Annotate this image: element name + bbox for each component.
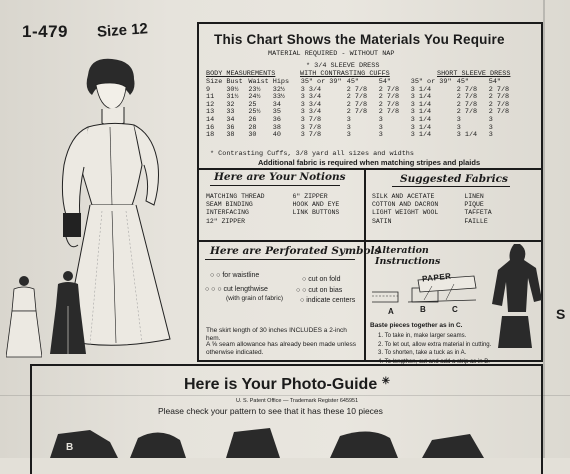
table-cell: 3 3/4 bbox=[300, 85, 322, 94]
table-cell: 3 3/4 bbox=[300, 93, 322, 102]
seam-allowance-note: A ⅝ seam allowance has already been made unless otherwise indicated. bbox=[206, 341, 356, 356]
perforation-dots-icon: ○ ○ bbox=[210, 272, 221, 279]
table-cell: 9 bbox=[206, 85, 211, 94]
pattern-piece bbox=[226, 428, 280, 458]
patent-notice: U. S. Patent Office — Trademark Register 645951 bbox=[236, 398, 359, 404]
table-cell: 3 3/4 bbox=[300, 100, 322, 109]
col-35-39-a: 35" or 39" bbox=[300, 78, 342, 86]
table-cell: 3 1/4 bbox=[410, 123, 432, 132]
table-cell: 14 bbox=[206, 115, 215, 124]
chart-divider bbox=[197, 168, 543, 170]
table-cell: 2 7/8 bbox=[488, 108, 510, 117]
table-cell: 18 bbox=[206, 131, 215, 140]
pattern-number: 1-479 bbox=[22, 22, 68, 41]
table-cell: 25½ bbox=[248, 108, 261, 117]
view-thumbnail-back bbox=[6, 275, 42, 359]
symbol-lengthwise: ○ ○ ○ cut lengthwise bbox=[205, 286, 268, 293]
table-cell: 3 1/4 bbox=[410, 100, 432, 109]
photo-guide-title: Here is Your Photo-Guide ✳ bbox=[184, 376, 391, 393]
dress-form-diagram bbox=[488, 242, 544, 352]
symbols-underline bbox=[205, 259, 355, 260]
table-cell: 3 7/8 bbox=[300, 131, 322, 140]
perforation-dots-icon: ○ ○ bbox=[296, 287, 307, 294]
alteration-step: 4. To lengthen, cut and add a strip as in B. bbox=[378, 358, 490, 365]
diagram-label-a: A bbox=[388, 307, 394, 316]
table-cell: 11 bbox=[206, 93, 215, 102]
fabric-item: PIQUE bbox=[464, 201, 484, 209]
skirt-length-note: The skirt length of 30 inches INCLUDES a 2-inch hem. bbox=[206, 327, 347, 342]
col-bust: Bust bbox=[226, 78, 243, 86]
table-cell: 32 bbox=[226, 100, 235, 109]
fabric-item: COTTON AND DACRON bbox=[372, 201, 439, 209]
table-cell: 40 bbox=[272, 131, 281, 140]
diagram-label-c: C bbox=[452, 305, 458, 314]
fabric-item: LINEN bbox=[464, 193, 484, 200]
chart-title: This Chart Shows the Materials You Require bbox=[214, 32, 505, 47]
symbol-centers: ○ indicate centers bbox=[300, 297, 356, 304]
notion-item: LINK BUTTONS bbox=[292, 209, 340, 217]
table-cell: 13 bbox=[206, 108, 215, 117]
body-measurements-heading: BODY MEASUREMENTS bbox=[206, 70, 276, 78]
table-cell: 3 bbox=[346, 131, 351, 140]
col-54-a: 54" bbox=[378, 78, 391, 86]
symbol-waistline: ○ ○ for waistline bbox=[210, 272, 260, 279]
fabrics-title: Suggested Fabrics bbox=[400, 173, 508, 185]
table-cell: 30½ bbox=[226, 85, 239, 94]
table-cell: 36 bbox=[272, 115, 281, 124]
sparkle-icon: ✳ bbox=[381, 376, 391, 387]
table-cell: 3 bbox=[488, 115, 493, 124]
perforation-dots-icon: ○ ○ ○ bbox=[205, 286, 222, 293]
side-letter: S bbox=[556, 306, 566, 322]
notions-underline bbox=[210, 185, 340, 186]
table-cell: 38 bbox=[226, 131, 235, 140]
notions-title: Here are Your Notions bbox=[214, 171, 346, 183]
table-cell: 25 bbox=[248, 100, 257, 109]
table-cell: 2 7/8 bbox=[378, 100, 400, 109]
fabric-item: FAILLE bbox=[464, 217, 488, 225]
perforation-dot-icon: ○ bbox=[302, 276, 307, 283]
contrasting-cuffs-heading: WITH CONTRASTING CUFFS bbox=[300, 70, 390, 78]
notion-item: SEAM BINDING bbox=[206, 201, 253, 209]
matching-note: Additional fabric is required when matching stripes and plaids bbox=[258, 158, 481, 167]
table-cell: 2 7/8 bbox=[378, 85, 400, 94]
notion-item: HOOK AND EYE bbox=[292, 201, 340, 209]
table-cell: 31½ bbox=[226, 93, 239, 102]
fabric-item: LIGHT WEIGHT WOOL bbox=[372, 209, 439, 217]
table-cell: 2 7/8 bbox=[456, 93, 478, 102]
pattern-pieces-strip bbox=[30, 420, 543, 458]
pattern-piece bbox=[330, 431, 398, 458]
notion-item: 6" ZIPPER bbox=[292, 193, 328, 200]
table-cell: 2 7/8 bbox=[456, 85, 478, 94]
pattern-piece bbox=[130, 432, 186, 458]
table-cell: 2 7/8 bbox=[488, 85, 510, 94]
perforation-dot-icon: ○ bbox=[300, 297, 305, 304]
table-cell: 34 bbox=[226, 115, 235, 124]
table-cell: 23½ bbox=[248, 85, 261, 94]
table-row bbox=[204, 132, 513, 140]
table-cell: 3 1/4 bbox=[456, 131, 478, 140]
symbols-alteration-divider bbox=[364, 240, 366, 362]
baste-note: Baste pieces together as in C. bbox=[370, 322, 463, 329]
piece-check-text: Please check your pattern to see that it has these 10 pieces bbox=[158, 406, 383, 416]
table-cell: 26 bbox=[248, 115, 257, 124]
table-cell: 16 bbox=[206, 123, 215, 132]
fabric-item: SATIN bbox=[372, 217, 392, 225]
chart-subtitle: MATERIAL REQUIRED - WITHOUT NAP bbox=[268, 50, 395, 58]
table-cell: 33½ bbox=[272, 93, 285, 102]
table-cell: 3 bbox=[456, 115, 461, 124]
col-size: Size bbox=[206, 78, 223, 86]
table-cell: 28 bbox=[248, 123, 257, 132]
col-hips: Hips bbox=[272, 78, 290, 86]
table-cell: 35 bbox=[272, 108, 281, 117]
table-cell: 30 bbox=[248, 131, 257, 140]
notions-list bbox=[206, 193, 343, 226]
fabric-item: SILK AND ACETATE bbox=[372, 193, 435, 200]
diagram-label-b: B bbox=[420, 305, 426, 314]
table-cell: 3 bbox=[456, 123, 461, 132]
table-cell: 33 bbox=[226, 108, 235, 117]
table-cell: 3 bbox=[378, 131, 383, 140]
fabric-item: TAFFETA bbox=[464, 209, 492, 217]
alteration-title: Alteration Instructions bbox=[375, 245, 441, 267]
notions-fabrics-divider bbox=[364, 168, 366, 240]
table-cell: 36 bbox=[226, 123, 235, 132]
table-cell: 3 bbox=[378, 123, 383, 132]
table-cell: 34 bbox=[272, 100, 281, 109]
table-cell: 3 bbox=[378, 115, 383, 124]
table-cell: 3 bbox=[488, 123, 493, 132]
short-sleeve-heading: SHORT SLEEVE DRESS bbox=[437, 70, 511, 78]
cuffs-footnote: * Contrasting Cuffs, 3/8 yard all sizes and widths bbox=[210, 150, 414, 158]
symbol-grain: (with grain of fabric) bbox=[226, 295, 284, 302]
alteration-diagram bbox=[368, 262, 488, 324]
symbol-fold: ○ cut on fold bbox=[302, 276, 341, 283]
size-label: Size 12 bbox=[96, 20, 149, 41]
table-cell: 2 7/8 bbox=[456, 100, 478, 109]
pattern-piece bbox=[50, 430, 118, 458]
col-35-39-b: 35" or 39" bbox=[410, 78, 452, 86]
table-cell: 3 1/4 bbox=[410, 108, 432, 117]
notion-item: INTERFACING bbox=[206, 209, 249, 217]
table-cell: 2 7/8 bbox=[346, 85, 368, 94]
piece-label-b: B bbox=[66, 442, 74, 453]
alteration-step: 2. To let out, allow extra material in cutting. bbox=[378, 341, 492, 348]
table-cell: 32½ bbox=[272, 85, 285, 94]
table-cell: 3 1/4 bbox=[410, 115, 432, 124]
measurement-table bbox=[204, 79, 513, 140]
table-cell: 3 7/8 bbox=[300, 123, 322, 132]
col-45-b: 45" bbox=[456, 78, 469, 86]
table-cell: 2 7/8 bbox=[378, 108, 400, 117]
alteration-steps bbox=[378, 332, 491, 366]
table-cell: 2 7/8 bbox=[346, 100, 368, 109]
table-cell: 3 bbox=[488, 131, 493, 140]
fabrics-underline bbox=[392, 186, 510, 187]
table-cell: 3 bbox=[346, 115, 351, 124]
col-45-a: 45" bbox=[346, 78, 359, 86]
table-cell: 2 7/8 bbox=[488, 93, 510, 102]
table-cell: 38 bbox=[272, 123, 281, 132]
table-cell: 3 7/8 bbox=[300, 115, 322, 124]
notion-item: MATCHING THREAD bbox=[206, 193, 265, 200]
col-54-b: 54" bbox=[488, 78, 501, 86]
table-cell: 3 1/4 bbox=[410, 131, 432, 140]
table-cell: 3 3/4 bbox=[300, 108, 322, 117]
symbols-title: Here are Perforated Symbols bbox=[210, 245, 381, 257]
table-cell: 2 7/8 bbox=[378, 93, 400, 102]
table-cell: 24½ bbox=[248, 93, 261, 102]
table-cell: 2 7/8 bbox=[346, 93, 368, 102]
pattern-piece bbox=[422, 434, 484, 458]
table-cell: 3 1/4 bbox=[410, 85, 432, 94]
table-cell: 2 7/8 bbox=[488, 100, 510, 109]
col-waist: Waist bbox=[248, 78, 269, 86]
paper-label: PAPER bbox=[421, 271, 452, 284]
table-cell: 2 7/8 bbox=[346, 108, 368, 117]
fabrics-list bbox=[372, 193, 496, 226]
view-thumbnail-front bbox=[50, 270, 86, 356]
alteration-step: 1. To take in, make larger seams. bbox=[378, 333, 467, 339]
table-cell: 3 1/4 bbox=[410, 93, 432, 102]
table-cell: 2 7/8 bbox=[456, 108, 478, 117]
alteration-step: 3. To shorten, take a tuck as in A. bbox=[378, 350, 467, 356]
table-cell: 12 bbox=[206, 100, 215, 109]
table-cell: 3 bbox=[346, 123, 351, 132]
fold-crease-vertical bbox=[543, 0, 545, 458]
notion-item: 12" ZIPPER bbox=[206, 217, 246, 225]
sleeve-dress-heading: * 3/4 SLEEVE DRESS bbox=[306, 62, 380, 70]
symbol-bias: ○ ○ cut on bias bbox=[296, 287, 343, 294]
